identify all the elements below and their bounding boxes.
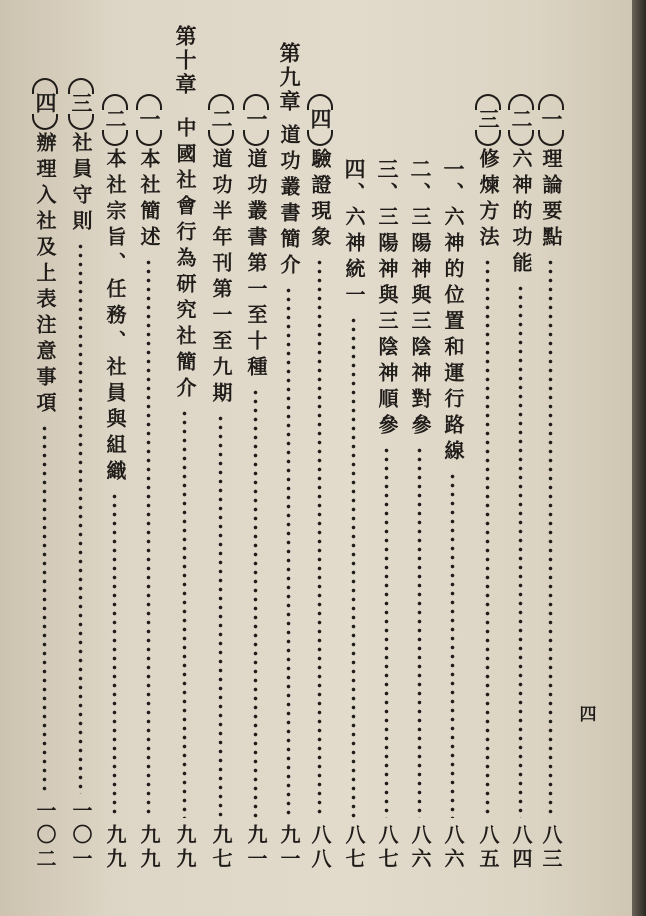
close-paren	[508, 130, 534, 146]
toc-entry-title: 本社宗旨、任務、社員與組織	[103, 148, 127, 486]
toc-entry-title: 道功叢書簡介	[277, 124, 301, 280]
close-paren	[136, 130, 162, 146]
toc-entry-page: 八五	[476, 824, 500, 872]
toc-entry-title: 驗證現象	[308, 148, 332, 252]
toc-entry-marker: 一	[244, 108, 269, 132]
toc-entry-joining-procedures[interactable]	[32, 0, 58, 916]
toc-entry-society-overview[interactable]	[136, 0, 162, 916]
toc-entry-verified-phenomena[interactable]	[307, 0, 333, 916]
toc-entry-title: 六神的位置和運行路線	[441, 206, 465, 466]
toc-entry-page: 一〇二	[33, 800, 57, 872]
leader-dots	[182, 409, 187, 818]
leader-dots	[417, 446, 422, 818]
book-edge	[632, 0, 646, 916]
toc-entry-six-spirits-position[interactable]	[440, 0, 466, 916]
close-paren	[538, 130, 564, 146]
leader-dots	[42, 424, 47, 794]
toc-entry-three-yang-three-yin-pairing[interactable]	[407, 0, 433, 916]
toc-entry-marker: 三、	[375, 158, 400, 206]
toc-entry-marker: 第十章	[173, 25, 198, 97]
toc-entry-page: 八六	[441, 824, 465, 872]
toc-entry-marker: 一、	[441, 158, 466, 206]
toc-entry-three-yang-three-yin-order[interactable]	[374, 0, 400, 916]
leader-dots	[218, 414, 223, 818]
toc-entry-title: 六神的功能	[509, 148, 533, 278]
close-paren	[475, 130, 501, 146]
toc-entry-daogong-semiannual-1-9[interactable]	[208, 0, 234, 916]
close-paren	[243, 130, 269, 146]
toc-entry-page: 九一	[277, 824, 301, 872]
leader-dots	[485, 258, 490, 818]
toc-entry-chapter-ten[interactable]	[172, 0, 198, 916]
close-paren	[32, 114, 58, 130]
leader-dots	[384, 446, 389, 818]
toc-entry-cultivation-methods[interactable]	[475, 0, 501, 916]
toc-entry-marker: 二、	[408, 158, 433, 206]
leader-dots	[518, 284, 523, 818]
leader-dots	[286, 286, 291, 818]
leader-dots	[112, 492, 117, 818]
toc-entry-page: 八八	[308, 824, 332, 872]
toc-entry-page: 九九	[137, 824, 161, 872]
toc-entry-page: 八六	[408, 824, 432, 872]
toc-entry-theory-key-points[interactable]	[538, 0, 564, 916]
toc-entry-page: 九九	[103, 824, 127, 872]
toc-entry-page: 八三	[539, 824, 563, 872]
toc-entry-page: 八四	[509, 824, 533, 872]
leader-dots	[78, 242, 83, 794]
toc-entry-page: 九七	[209, 824, 233, 872]
toc-entry-chapter-nine[interactable]	[276, 0, 302, 916]
toc-entry-page: 一〇一	[69, 800, 93, 872]
toc-entry-marker: 二	[509, 108, 534, 132]
toc-entry-title: 中國社會行為研究社簡介	[173, 117, 197, 403]
toc-entry-six-spirits-unified[interactable]	[341, 0, 367, 916]
close-paren	[208, 130, 234, 146]
toc-entry-page: 八七	[342, 824, 366, 872]
toc-entry-member-rules[interactable]	[68, 0, 94, 916]
leader-dots	[253, 388, 258, 818]
toc-entry-marker: 一	[137, 108, 162, 132]
toc-entry-marker: 一	[539, 108, 564, 132]
close-paren	[102, 130, 128, 146]
toc-entry-marker: 四、	[342, 158, 367, 206]
toc-entry-title: 道功半年刊第一至九期	[209, 148, 233, 408]
page-number: 四	[579, 705, 597, 725]
leader-dots	[548, 258, 553, 818]
toc-entry-title: 六神統一	[342, 206, 366, 310]
leader-dots	[351, 316, 356, 818]
toc-entry-title: 三陽神與三陰神對參	[408, 206, 432, 440]
toc-entry-marker: 三	[476, 108, 501, 132]
toc-entry-title: 三陽神與三陰神順參	[375, 206, 399, 440]
toc-entry-marker: 四	[33, 92, 58, 116]
toc-entry-society-purpose[interactable]	[102, 0, 128, 916]
toc-entry-title: 辦理入社及上表注意事項	[33, 132, 57, 418]
toc-entry-page: 九九	[173, 824, 197, 872]
toc-entry-marker: 三	[69, 92, 94, 116]
toc-entry-six-spirits-function[interactable]	[508, 0, 534, 916]
toc-entry-marker: 二	[103, 108, 128, 132]
leader-dots	[450, 472, 455, 818]
toc-entry-title: 修煉方法	[476, 148, 500, 252]
toc-entry-title: 理論要點	[539, 148, 563, 252]
toc-entry-title: 道功叢書第一至十種	[244, 148, 268, 382]
close-paren	[307, 130, 333, 146]
toc-entry-title: 本社簡述	[137, 148, 161, 252]
leader-dots	[146, 258, 151, 818]
close-paren	[68, 114, 94, 130]
toc-entry-page: 八七	[375, 824, 399, 872]
toc-entry-marker: 四	[308, 108, 333, 132]
leader-dots	[317, 258, 322, 818]
toc-entry-marker: 二	[209, 108, 234, 132]
toc-entry-page: 九一	[244, 824, 268, 872]
toc-entry-title: 社員守則	[69, 132, 93, 236]
toc-entry-daogong-series-1-10[interactable]	[243, 0, 269, 916]
toc-entry-marker: 第九章	[277, 42, 302, 114]
